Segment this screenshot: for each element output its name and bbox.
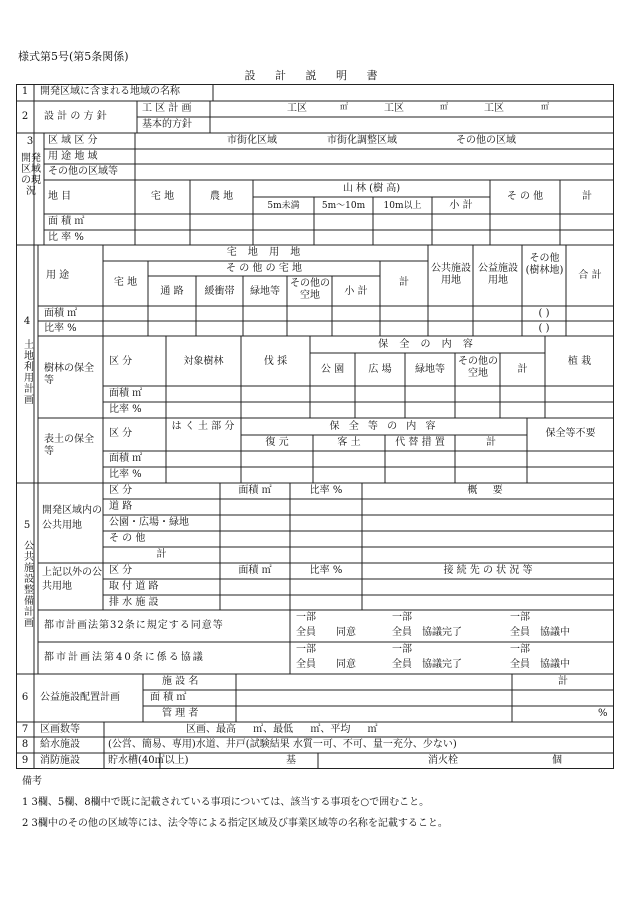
area-division-label: 区 域 区 分 bbox=[48, 135, 98, 146]
park-plaza-green-label: 公園・広場・緑地 bbox=[109, 517, 189, 528]
subtotal-label: 小 計 bbox=[449, 200, 473, 211]
access-road-label: 取 付 道 路 bbox=[109, 581, 159, 592]
no-conservation-needed-label: 保全等不要 bbox=[545, 428, 596, 439]
page-title: 設 計 説 明 書 bbox=[244, 69, 386, 82]
residential-use-land-label: 宅 地 用 地 bbox=[226, 247, 305, 258]
form-number: 様式第5号(第5条関係) bbox=[18, 50, 129, 63]
row-number: 3 bbox=[26, 136, 34, 147]
restoration-label: 復 元 bbox=[265, 437, 289, 448]
ratio-label: 比率 % bbox=[309, 565, 343, 576]
partial-label: 一部 bbox=[510, 644, 530, 655]
unit-ko: 個 bbox=[552, 755, 562, 766]
use-district-label: 用 途 地 域 bbox=[48, 151, 98, 162]
remark-1: 1 3欄、5欄、8欄中で既に記載されている事項については、該当する事項を○で囲むこと。 bbox=[22, 797, 430, 808]
area-m2-label: 面 積 ㎡ bbox=[48, 216, 85, 227]
row-number: 2 bbox=[21, 111, 29, 122]
residential-land-label: 宅 地 bbox=[150, 191, 175, 202]
water-tank-label: 貯水槽(40㎥以上) bbox=[108, 755, 189, 766]
road-label: 道 路 bbox=[109, 501, 133, 512]
percent-label: % bbox=[598, 708, 608, 719]
summary-label: 概 要 bbox=[467, 485, 509, 496]
division-label: 区 分 bbox=[109, 485, 133, 496]
partial-label: 一部 bbox=[296, 612, 316, 623]
area-m2-label: 面積 ㎡ bbox=[238, 485, 272, 496]
lot-details: 区画、最高 ㎡、最低 ㎡、平均 ㎡ bbox=[186, 724, 378, 735]
area-m2-label: 面積 ㎡ bbox=[238, 565, 272, 576]
park-label: 公 園 bbox=[320, 364, 345, 375]
subtotal-label: 小 計 bbox=[344, 286, 368, 297]
other-open-space-label: その他の空地 bbox=[458, 356, 498, 379]
fire-hydrant-label: 消火栓 bbox=[428, 755, 458, 766]
total-label: 計 bbox=[582, 191, 592, 202]
all-label: 全員 bbox=[510, 659, 530, 670]
other-open-space-label: その他の空地 bbox=[290, 278, 330, 301]
ratio-label: 比率 % bbox=[109, 404, 142, 415]
water-supply-details: (公営、簡易、専用)水道、井戸(試験結果 水質一可、不可、量一充分、少ない) bbox=[108, 739, 457, 750]
over-10m-label: 10m以上 bbox=[383, 201, 422, 211]
ratio-label: 比率 % bbox=[309, 485, 343, 496]
use-label: 用 途 bbox=[46, 270, 70, 281]
zone-label: 工区 bbox=[287, 103, 307, 114]
basic-policy-label: 基本的方針 bbox=[142, 119, 192, 130]
ratio-label: 比率 % bbox=[109, 469, 142, 480]
all-label: 全員 bbox=[510, 627, 530, 638]
design-policy-label: 設 計 の 方 針 bbox=[44, 111, 107, 122]
total-label: 計 bbox=[517, 364, 528, 375]
farmland-label: 農 地 bbox=[209, 191, 234, 202]
row-number: 6 bbox=[21, 692, 29, 703]
area-name-label: 開発区域に含まれる地域の名称 bbox=[40, 86, 180, 97]
total-label: 計 bbox=[399, 277, 409, 288]
stripped-soil-label: は く 土 部 分 bbox=[171, 421, 235, 432]
land-use-plan-vertical-label: 土地利用計画 bbox=[24, 340, 34, 406]
land-category-label: 地 目 bbox=[48, 191, 72, 202]
tree-conservation-label: 樹林の保全等 bbox=[44, 363, 94, 386]
other-label: そ の 他 bbox=[109, 533, 146, 544]
alternative-measure-label: 代 替 措 置 bbox=[395, 437, 445, 448]
other-label: そ の 他 bbox=[506, 191, 544, 202]
row-number: 7 bbox=[21, 724, 29, 735]
row-number: 9 bbox=[21, 755, 29, 766]
row-number: 5 bbox=[23, 520, 31, 531]
internal-public-land-label: 開発区域内の公共用地 bbox=[42, 505, 102, 531]
unit-ki: 基 bbox=[286, 755, 296, 766]
total-label: 計 bbox=[156, 549, 167, 560]
conservation-content-label: 保 全 の 内 容 bbox=[378, 339, 477, 350]
work-zone-plan-label: 工 区 計 画 bbox=[142, 103, 192, 114]
lot-count-label: 区画数等 bbox=[40, 724, 80, 735]
current-status-vertical-label: 開発区域の現況 bbox=[21, 153, 41, 197]
other-forest-land-label: その他(樹林地) bbox=[525, 253, 564, 276]
all-label: 全員 bbox=[296, 627, 316, 638]
grand-total-label: 合 計 bbox=[578, 270, 602, 281]
other-public-land-label: 上記以外の公共用地 bbox=[42, 567, 102, 592]
target-forest-label: 対象樹林 bbox=[183, 356, 224, 367]
public-facility-plan-vertical-label: 公共施設整備計画 bbox=[24, 541, 34, 629]
all-label: 全員 bbox=[296, 659, 316, 670]
row-number: 8 bbox=[21, 739, 29, 750]
buffer-zone-label: 緩衝帯 bbox=[204, 286, 235, 297]
consent-label: 同意 bbox=[336, 627, 356, 638]
partial-label: 一部 bbox=[392, 612, 412, 623]
urbanization-area: 市街化区域 bbox=[227, 135, 277, 146]
under-5m-label: 5m未満 bbox=[267, 201, 300, 211]
partial-label: 一部 bbox=[510, 612, 530, 623]
other-area-label: その他の区域等 bbox=[48, 166, 118, 177]
partial-label: 一部 bbox=[296, 644, 316, 655]
row-number: 4 bbox=[23, 316, 31, 327]
planting-label: 植 栽 bbox=[567, 356, 592, 367]
division-label: 区 分 bbox=[109, 356, 133, 367]
row-number: 1 bbox=[21, 86, 29, 97]
facility-name-label: 施 設 名 bbox=[162, 676, 199, 687]
manager-label: 管 理 者 bbox=[162, 708, 199, 719]
division-label: 区 分 bbox=[109, 428, 133, 439]
topsoil-conservation-label: 表土の保全等 bbox=[44, 434, 94, 457]
area-m2-label: 面積 ㎡ bbox=[44, 308, 78, 319]
passage-label: 通 路 bbox=[160, 286, 184, 297]
public-facility-land-label: 公共施設用地 bbox=[431, 263, 471, 286]
fire-facility-label: 消防施設 bbox=[40, 755, 80, 766]
article-40-label: 都市計画法第40条に係る協議 bbox=[44, 652, 205, 663]
other-area: その他の区域 bbox=[456, 135, 516, 146]
connection-status-label: 接 続 先 の 状 況 等 bbox=[443, 565, 533, 576]
green-area-label: 緑地等 bbox=[250, 286, 280, 297]
logging-label: 伐 採 bbox=[263, 356, 288, 367]
article-32-label: 都市計画法第32条に規定する同意等 bbox=[44, 620, 224, 631]
public-benefit-facility-plan-label: 公益施設配置計画 bbox=[40, 692, 120, 703]
paren-cell: ( ) bbox=[538, 308, 550, 319]
consent-label: 同意 bbox=[336, 659, 356, 670]
consultation-complete-label: 協議完了 bbox=[422, 627, 462, 638]
total-label: 計 bbox=[558, 676, 568, 687]
unit-m2: ㎡ bbox=[440, 102, 448, 111]
other-residential-label: そ の 他 の 宅 地 bbox=[226, 263, 302, 274]
consultation-complete-label: 協議完了 bbox=[422, 659, 462, 670]
all-label: 全員 bbox=[392, 659, 412, 670]
remarks bbox=[22, 771, 448, 834]
urbanization-control-area: 市街化調整区域 bbox=[327, 135, 397, 146]
drainage-facility-label: 排 水 施 設 bbox=[109, 597, 159, 608]
conservation-measures-label: 保 全 等 の 内 容 bbox=[329, 421, 439, 432]
public-benefit-facility-land-label: 公益施設用地 bbox=[478, 263, 518, 286]
all-label: 全員 bbox=[392, 627, 412, 638]
zone-label: 工区 bbox=[384, 103, 404, 114]
paren-cell: ( ) bbox=[538, 323, 550, 334]
forest-tree-height-label: 山 林 (樹 高) bbox=[342, 183, 401, 194]
division-label: 区 分 bbox=[109, 565, 133, 576]
area-m2-label: 面 積 ㎡ bbox=[150, 692, 187, 703]
water-supply-label: 給水施設 bbox=[40, 739, 80, 750]
in-consultation-label: 協議中 bbox=[540, 659, 570, 670]
ratio-label: 比率 % bbox=[44, 323, 77, 334]
partial-label: 一部 bbox=[392, 644, 412, 655]
zone-label: 工区 bbox=[484, 103, 504, 114]
in-consultation-label: 協議中 bbox=[540, 627, 570, 638]
remarks-title: 備考 bbox=[22, 776, 42, 787]
remark-2: 2 3欄中のその他の区域等には、法令等による指定区域及び事業区域等の名称を記載すること。 bbox=[22, 818, 448, 829]
soil-import-label: 客 土 bbox=[337, 437, 361, 448]
residential-label: 宅 地 bbox=[113, 277, 138, 288]
total-label: 計 bbox=[486, 437, 496, 448]
unit-m2: ㎡ bbox=[541, 102, 549, 111]
plaza-label: 広 場 bbox=[368, 364, 392, 375]
ratio-label: 比 率 % bbox=[48, 232, 84, 243]
green-area-label: 緑地等 bbox=[415, 364, 445, 375]
5-10m-label: 5m〜10m bbox=[321, 201, 366, 211]
area-m2-label: 面積 ㎡ bbox=[109, 388, 143, 399]
unit-m2: ㎡ bbox=[340, 102, 348, 111]
area-m2-label: 面積 ㎡ bbox=[109, 453, 143, 464]
